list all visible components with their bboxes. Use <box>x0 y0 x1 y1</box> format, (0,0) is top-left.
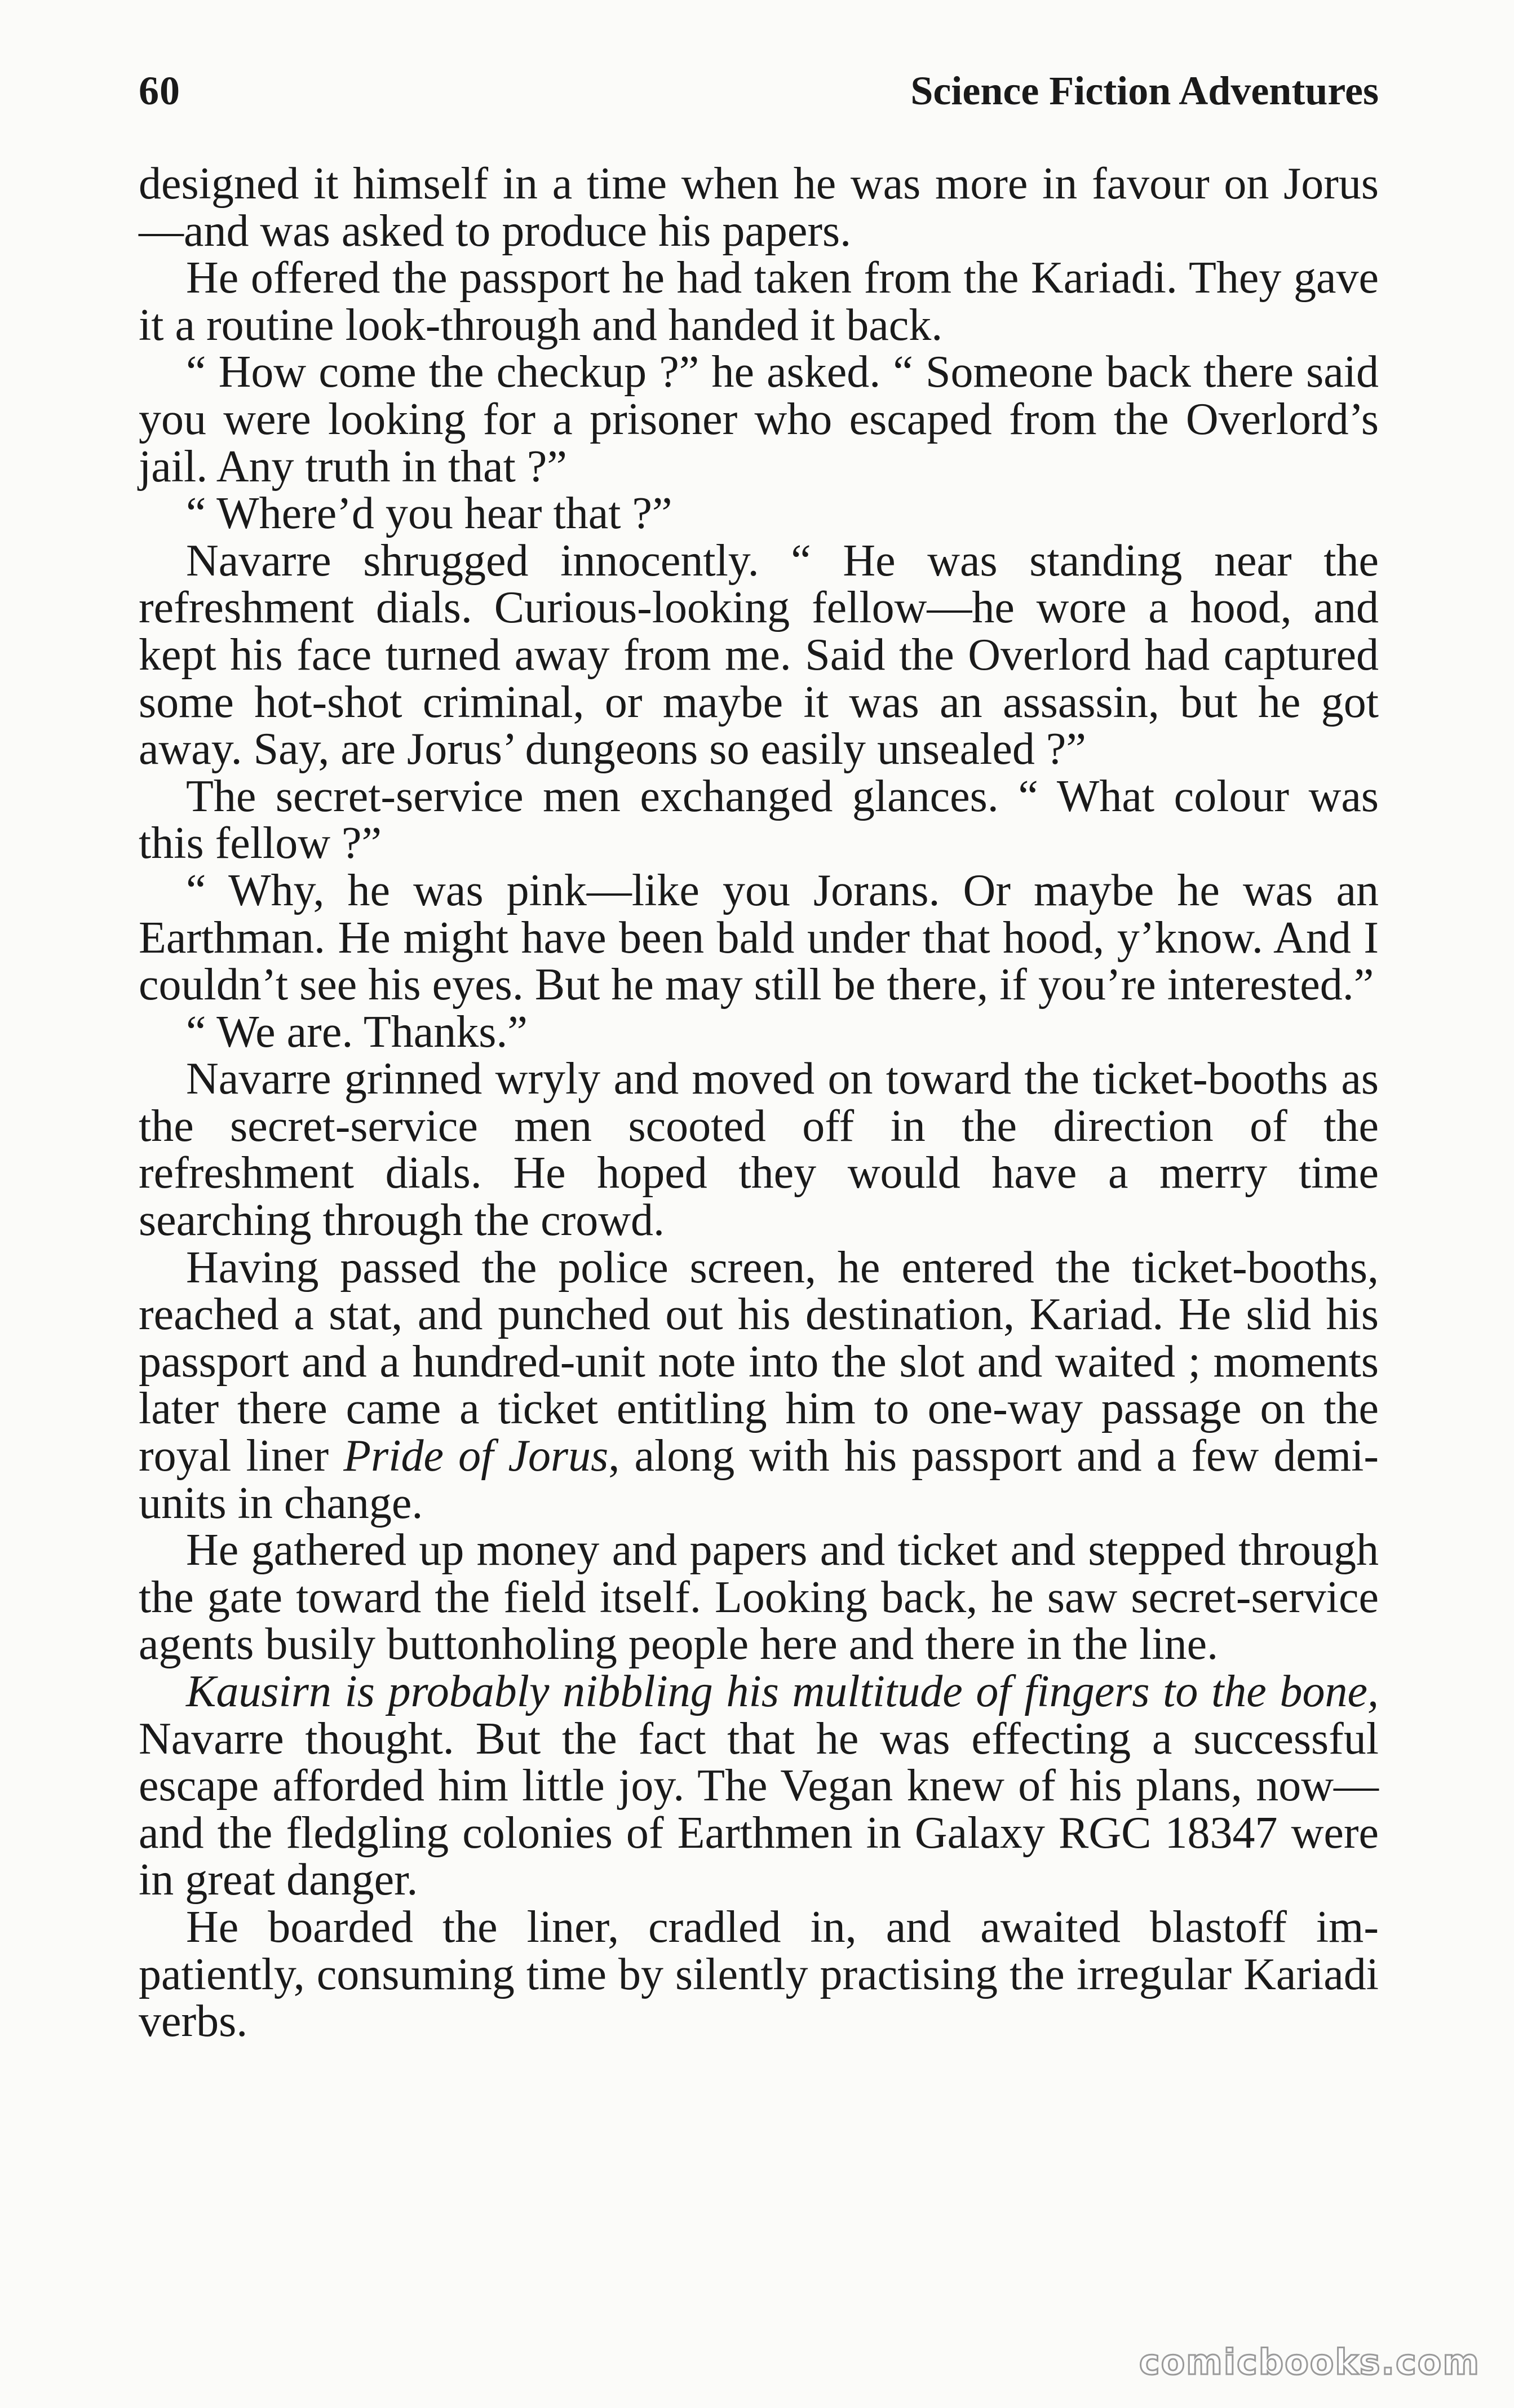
paragraph <box>139 535 1379 774</box>
body-text <box>139 161 1379 2046</box>
paragraph <box>139 1668 1379 1904</box>
text-run: designed it himself in a time when he was more in favour on Jorus—and was asked to produce his papers. <box>139 159 1379 256</box>
text-run: “ We are. Thanks.” <box>186 1007 528 1057</box>
text-run: Navarre thought. But the fact that he was effecting a successful escape afforded him little joy. The Vegan knew of his plans, now—and the fledgling colonies of Earthmen in Galaxy RGC 18347 were in great danger. <box>139 1714 1379 1905</box>
page-header <box>139 68 1379 124</box>
paragraph <box>139 161 1379 255</box>
text-run: Navarre shrugged innocently. “ He was standing near the refreshment dials. Curious-looking fellow—he wore a hood, and kept his face turned away from me. Said the Overlord had captured some hot-shot criminal, or maybe it was an assassin, but he got away. Say, are Jorus’ dungeons so easily unsealed ?” <box>139 535 1379 774</box>
text-run: He boarded the liner, cradled in, and awaited blastoff im-patiently, consuming time by silently practising the irregular Kariadi verbs. <box>139 1902 1379 2047</box>
watermark-logo: comicbooks.com <box>1139 2341 1480 2383</box>
paragraph <box>139 490 1379 538</box>
page-number: 60 <box>139 68 180 113</box>
text-run: , along with his passport and a few demi-units in change. <box>139 1431 1379 1528</box>
text-run: He gathered up money and papers and ticket and stepped through the gate toward the field itself. Looking back, he saw secret-service agents busily buttonholing people here and there in the line. <box>139 1525 1379 1670</box>
paragraph <box>139 773 1379 867</box>
paragraph <box>139 1527 1379 1668</box>
paragraph <box>139 349 1379 490</box>
paragraph <box>139 255 1379 349</box>
text-run: Having passed the police screen, he entered the ticket-booths, reached a stat, and punched out his destination, Kariad. He slid his passport and a hundred-unit note into the slot and waited ; moments later there came a ticket entitling him to one-way passage on the royal liner <box>139 1242 1379 1481</box>
text-run: “ Where’d you hear that ?” <box>186 489 672 539</box>
running-title: Science Fiction Adventures <box>910 68 1379 113</box>
paragraph <box>139 1242 1379 1528</box>
paragraph <box>139 867 1379 1009</box>
paragraph <box>139 1056 1379 1244</box>
paragraph <box>139 1904 1379 2046</box>
paragraph <box>139 1009 1379 1056</box>
italic-text: Kausirn is probably nibbling his multitude of fingers to the bone, <box>186 1667 1379 1716</box>
text-run: Navarre grinned wryly and moved on toward the ticket-booths as the secret-service men scooted off in the direction of the refreshment dials. He hoped they would have a merry time searching through the crowd. <box>139 1054 1379 1246</box>
text-run: “ Why, he was pink—like you Jorans. Or maybe he was an Earthman. He might have been bald under that hood, y’know. And I couldn’t see his eyes. But he may still be there, if you’re interested.” <box>139 865 1379 1010</box>
italic-text: Pride of Jorus <box>343 1431 609 1481</box>
text-run: The secret-service men exchanged glances. “ What colour was this fellow ?” <box>139 771 1379 869</box>
text-run: He offered the passport he had taken from the Kariadi. They gave it a routine look-through and handed it back. <box>139 253 1379 350</box>
text-run: “ How come the checkup ?” he asked. “ Someone back there said you were looking for a prisoner who escaped from the Overlord’s jail. Any truth in that ?” <box>139 347 1379 492</box>
